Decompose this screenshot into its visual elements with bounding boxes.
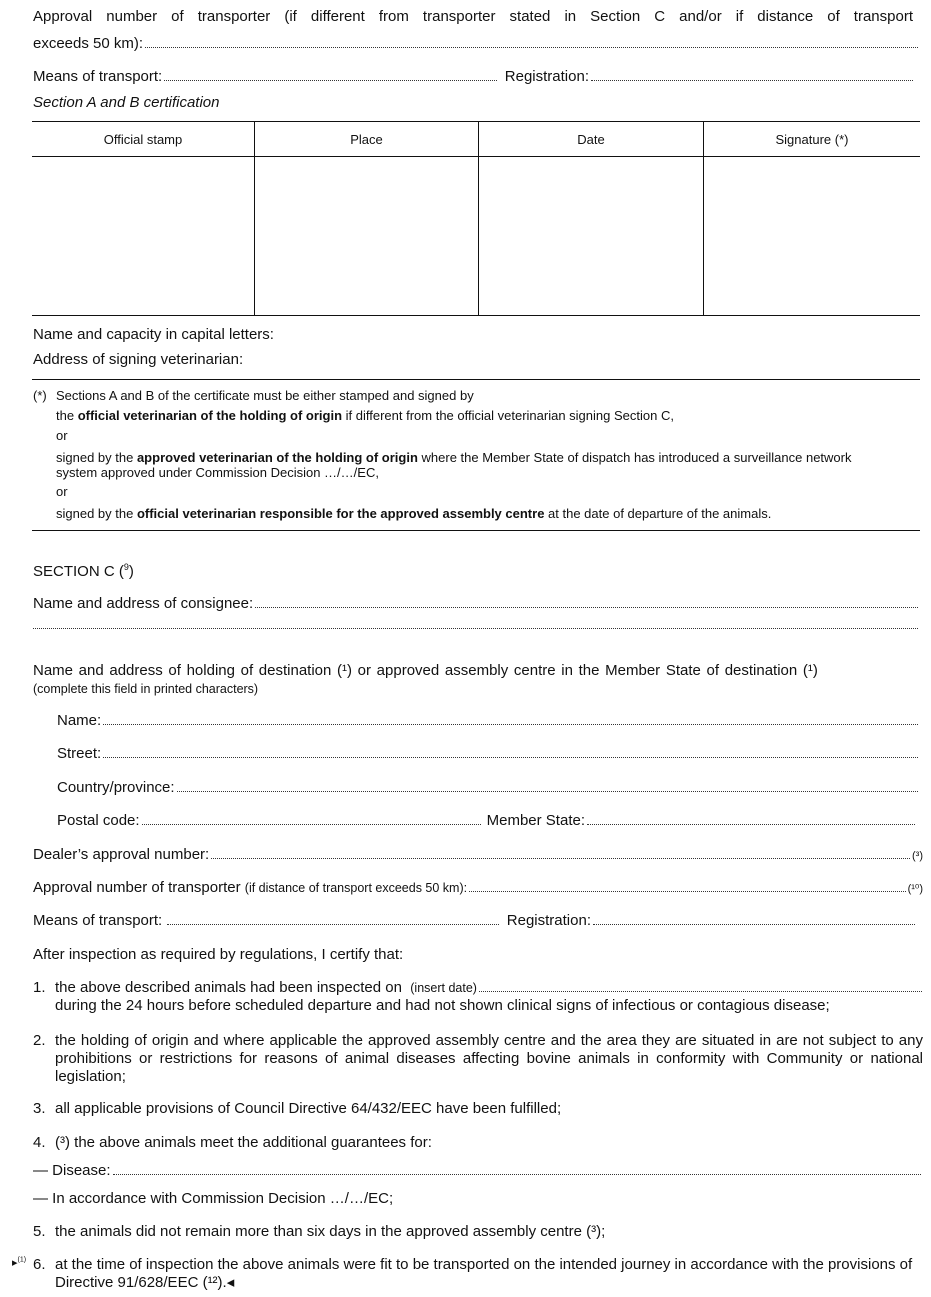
item-1-num: 1. [33, 979, 46, 996]
cell-official-stamp[interactable] [32, 157, 255, 316]
item-6-num: 6. [33, 1256, 46, 1273]
transporter-approval-c-field[interactable] [33, 879, 923, 896]
footnote-l4-pre: signed by the [56, 506, 137, 521]
cert-item-1 [33, 979, 923, 1015]
certify-intro: After inspection as required by regulations, I certify that: [33, 946, 404, 963]
footnote-marker: (*) [33, 388, 47, 403]
transporter-approval-field[interactable] [33, 35, 920, 52]
means-of-transport-field[interactable] [164, 80, 497, 81]
dest-name-label: Name: [57, 712, 102, 729]
item-6-ref: (1) [17, 1256, 27, 1264]
dealer-approval-field[interactable] [33, 846, 923, 863]
registration-c-field[interactable] [593, 924, 915, 925]
footnote-l2-pre: the [56, 408, 78, 423]
disease-label: — Disease: [33, 1162, 111, 1179]
amendment-arrow-icon: ▸ [12, 1257, 18, 1269]
item-1-text-a: the above described animals had been inspected on [55, 979, 402, 996]
transporter-approval-label2: exceeds 50 km): [33, 35, 144, 52]
cell-signature[interactable] [704, 157, 921, 316]
footnote-l4-bold: official veterinarian responsible for the approved assembly centre [136, 506, 545, 521]
divider-2 [32, 530, 920, 531]
item-5-num: 5. [33, 1223, 46, 1240]
footnote-l3-cont: system approved under Commission Decision …/…/EC, [56, 465, 379, 480]
certification-table [32, 121, 920, 316]
footnote-or-2: or [56, 484, 68, 499]
dest-name-field[interactable] [57, 712, 920, 729]
item-2-num: 2. [33, 1032, 46, 1049]
section-c-title-text: SECTION C [33, 563, 115, 580]
dest-country-label: Country/province: [57, 779, 175, 796]
means-c-field[interactable] [167, 924, 499, 925]
cert-item-6 [33, 1256, 923, 1292]
consignee-field-2[interactable] [33, 628, 920, 632]
registration-label: Registration: [504, 68, 589, 85]
item-1-text-b: during the 24 hours before scheduled departure and had not shown clinical signs of infectious or contagious disease; [55, 997, 830, 1014]
registration-field[interactable] [591, 80, 913, 81]
footnote-l3-pre: signed by the [56, 450, 137, 465]
member-state-label: Member State: [486, 812, 585, 829]
item-5-text: the animals did not remain more than six days in the approved assembly centre (³); [55, 1223, 606, 1240]
transporter-c-label: Approval number of transporter [33, 879, 241, 896]
divider [32, 379, 920, 380]
transporter-approval-line1: Approval number of transporter (if different from transporter stated in Section C and/or if distance of transport [33, 8, 913, 25]
postal-code-label: Postal code: [57, 812, 140, 829]
footnote-l4-post: at the date of departure of the animals. [544, 506, 772, 521]
item-1-note: (insert date) [410, 981, 477, 995]
dealer-approval-label: Dealer’s approval number: [33, 846, 210, 863]
destination-label: Name and address of holding of destination (¹) or approved assembly centre in the Member State of destination (¹) [33, 662, 818, 679]
transporter-c-note: (if distance of transport exceeds 50 km): [244, 881, 468, 895]
means-c-label: Means of transport: [33, 912, 163, 929]
header-official-stamp: Official stamp [32, 122, 255, 157]
cert-item-4 [33, 1134, 923, 1152]
item-3-num: 3. [33, 1100, 46, 1117]
header-signature: Signature (*) [704, 122, 921, 157]
header-date: Date [479, 122, 704, 157]
section-c-ref: 9 [123, 562, 129, 572]
cert-item-3 [33, 1100, 923, 1118]
consignee-label: Name and address of consignee: [33, 595, 254, 612]
footnote-l3-bold: approved veterinarian of the holding of origin [136, 450, 418, 465]
footnote-l3-post: where the Member State of dispatch has introduced a surveillance network [417, 450, 852, 465]
item-6-marker [12, 1256, 26, 1269]
cell-date[interactable] [479, 157, 704, 316]
dealer-ref: (³) [912, 850, 923, 862]
item-2-text: the holding of origin and where applicable the approved assembly centre and the area they are situated in are not subject to any prohibitions or restrictions for reasons of animal diseases affecting bovine animals in conformity with Community or national legislation; [55, 1032, 923, 1085]
transporter-c-ref: (¹⁰) [907, 883, 923, 895]
member-state-field[interactable] [587, 824, 915, 825]
footnote-l2-bold: official veterinarian of the holding of origin [77, 408, 343, 423]
consignee-field[interactable] [33, 595, 920, 612]
footnote-or-1: or [56, 428, 68, 443]
section-c-title: SECTION C ($^9$) [33, 562, 134, 580]
certification-title: Section A and B certification [33, 94, 220, 111]
means-registration-c-row [33, 912, 917, 929]
cert-item-2 [33, 1032, 923, 1086]
name-capacity-label: Name and capacity in capital letters: [33, 326, 274, 343]
item-4-text: (³) the above animals meet the additional guarantees for: [55, 1134, 432, 1151]
item-4-num: 4. [33, 1134, 46, 1151]
footnote-l2-post: if different from the official veterinarian signing Section C, [342, 408, 674, 423]
dest-street-field[interactable] [57, 745, 920, 762]
dest-country-field[interactable] [57, 779, 920, 796]
means-registration-row [33, 68, 915, 85]
disease-field[interactable] [33, 1162, 923, 1179]
destination-note: (complete this field in printed characters) [33, 682, 259, 696]
inspection-date-field[interactable] [479, 991, 922, 992]
footnote-line1: Sections A and B of the certificate must be either stamped and signed by [56, 388, 474, 403]
dest-street-label: Street: [57, 745, 102, 762]
means-of-transport-label: Means of transport: [33, 68, 163, 85]
decision-line: — In accordance with Commission Decision …/…/EC; [33, 1190, 394, 1207]
header-place: Place [255, 122, 479, 157]
dest-postal-row [57, 812, 917, 829]
signing-vet-address-label: Address of signing veterinarian: [33, 351, 244, 368]
item-3-text: all applicable provisions of Council Directive 64/432/EEC have been fulfilled; [55, 1100, 562, 1117]
postal-code-field[interactable] [142, 824, 481, 825]
item-6-text: at the time of inspection the above animals were fit to be transported on the intended journey in accordance with the provisions of Directive 91/628/EEC (¹²).◂ [55, 1256, 913, 1291]
registration-c-label: Registration: [506, 912, 591, 929]
cert-item-5 [33, 1223, 923, 1241]
cell-place[interactable] [255, 157, 479, 316]
